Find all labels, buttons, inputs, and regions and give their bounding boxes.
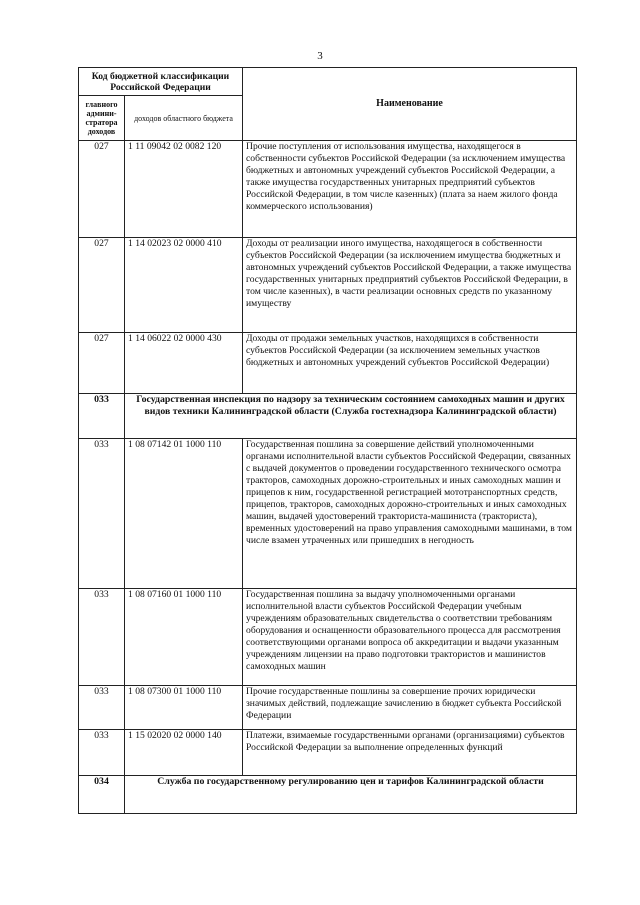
admin-code: 033 — [79, 394, 125, 439]
income-code: 1 08 07300 01 1000 110 — [125, 686, 243, 730]
income-code: 1 08 07160 01 1000 110 — [125, 589, 243, 686]
admin-code: 033 — [79, 686, 125, 730]
organization-title: Служба по государственному регулированию цен и тарифов Калининградской области — [125, 776, 577, 814]
income-name: Государственная пошлина за совершение действий уполномоченными органами исполнительной власти субъектов Российской Федерации, связанных с выдачей документов о проведении государственного технического осмотра тракторов, самоходных дорожно-строительных и иных самоходных машин и прицепов к ним, государственной регистрацией мототранспортных средств, прицепов, тракторов, самоходных дорожно-строительных и иных самоходных машин, выдачей удостоверений тракториста-машиниста (тракториста), временных удостоверений на право управления самоходными машинами, в том числе взамен утраченных или пришедших в негодность — [243, 439, 577, 589]
table-row — [79, 238, 577, 333]
table-row — [79, 730, 577, 776]
admin-code: 034 — [79, 776, 125, 814]
header-admin-code: главного админи-стратора доходов — [79, 96, 125, 141]
income-name: Прочие государственные пошлины за совершение прочих юридически значимых действий, подлежащие зачислению в бюджет субъекта Российской Федерации — [243, 686, 577, 730]
income-name: Доходы от продажи земельных участков, находящихся в собственности субъектов Российской Федерации (за исключением земельных участков бюджетных и автономных учреждений субъектов Российской Федерации) — [243, 333, 577, 394]
income-code: 1 15 02020 02 0000 140 — [125, 730, 243, 776]
income-name: Государственная пошлина за выдачу уполномоченными органами исполнительной власти субъектов Российской Федерации учебным учреждениям образовательных свидетельства о соответствии требованиям оборудования и оснащенности образовательного процесса для рассмотрения соответствующими органами вопроса об аккредитации и выдачи указанным учреждениям лицензии на право подготовки трактористов и машинистов самоходных машин — [243, 589, 577, 686]
organization-row — [79, 394, 577, 439]
budget-classification-table — [78, 67, 577, 814]
organization-row — [79, 776, 577, 814]
table-row — [79, 439, 577, 589]
income-code: 1 14 06022 02 0000 430 — [125, 333, 243, 394]
admin-code: 027 — [79, 141, 125, 238]
income-code: 1 14 02023 02 0000 410 — [125, 238, 243, 333]
table-row — [79, 589, 577, 686]
table-row — [79, 686, 577, 730]
organization-title: Государственная инспекция по надзору за техническим состоянием самоходных машин и других видов техники Калининградской области (Служба гостехнадзора Калининградской области) — [125, 394, 577, 439]
admin-code: 033 — [79, 439, 125, 589]
income-code: 1 08 07142 01 1000 110 — [125, 439, 243, 589]
header-income-code: доходов областного бюджета — [125, 96, 243, 141]
header-classification-code: Код бюджетной классификации Российской Федерации — [79, 68, 243, 96]
income-name: Платежи, взимаемые государственными органами (организациями) субъектов Российской Федерации за выполнение определенных функций — [243, 730, 577, 776]
income-name: Прочие поступления от использования имущества, находящегося в собственности субъектов Российской Федерации (за исключением имущества бюджетных и автономных учреждений субъектов Российской Федерации, а также имущества государственных унитарных предприятий субъектов Российской Федерации, в том числе казенных) (плата за наем жилого фонда коммерческого использования) — [243, 141, 577, 238]
income-name: Доходы от реализации иного имущества, находящегося в собственности субъектов Российской Федерации (за исключением имущества бюджетных и автономных учреждений субъектов Российской Федерации, а также имущества государственных унитарных предприятий субъектов Российской Федерации, в том числе казенных), в части реализации основных средств по указанному имуществу — [243, 238, 577, 333]
table-row — [79, 333, 577, 394]
page-number: 3 — [317, 50, 323, 62]
admin-code: 033 — [79, 589, 125, 686]
header-name: Наименование — [243, 68, 577, 141]
admin-code: 027 — [79, 333, 125, 394]
admin-code: 033 — [79, 730, 125, 776]
table-row — [79, 141, 577, 238]
admin-code: 027 — [79, 238, 125, 333]
income-code: 1 11 09042 02 0082 120 — [125, 141, 243, 238]
